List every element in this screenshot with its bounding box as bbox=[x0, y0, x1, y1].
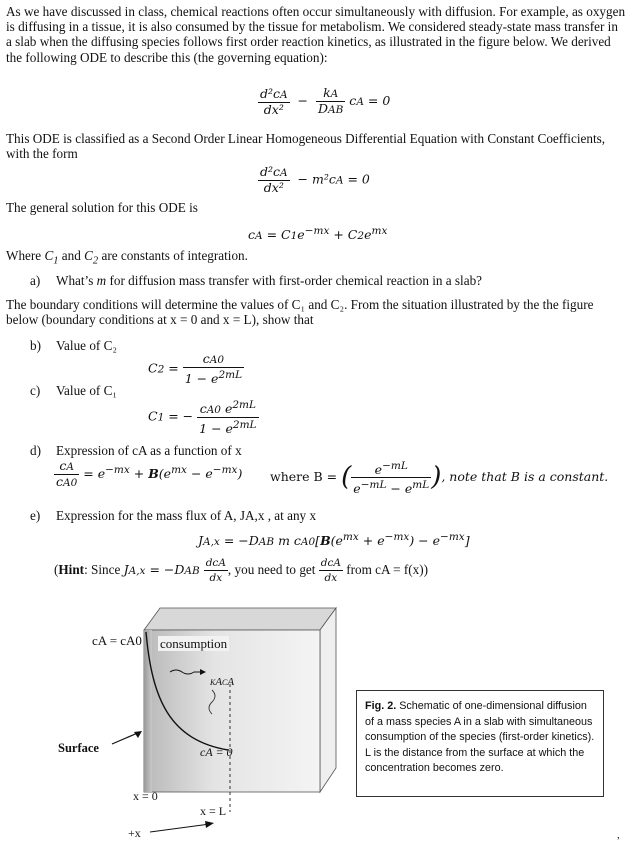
slab-front-face bbox=[144, 630, 320, 792]
slab-top-face bbox=[144, 608, 336, 630]
intro-paragraph: As we have discussed in class, chemical reactions often occur simultaneously with diffusion. For example, as oxygen is diffusing in a tissue, it is also consumed by the tissue for metabolism. We considered steady-state mass transfer in a slab when the diffusing species follows first order reaction kinetics, as illustrated in the figure below. We derived the following ODE to describe this (the governing equation): bbox=[6, 4, 626, 65]
hint-line: (Hint: Since JA,x = −DAB $\frac{\text{dcA}}{dx}$ , you need to get $\frac{\text{dcA}}{dx}$ from cA = f(x)) bbox=[54, 557, 429, 584]
ca-equals-ca0-label: cA = cA0 bbox=[92, 633, 142, 648]
x-zero-label: x = 0 bbox=[133, 789, 158, 803]
caption-title: Fig. 2. bbox=[365, 700, 397, 712]
constants-text: Where $C_1$ and $C_2$ are constants of integration. bbox=[6, 248, 248, 267]
standard-form-ode: $\frac{\text{d²cA}}{\text{dx²}}$ − m²cA = 0 bbox=[260, 164, 370, 195]
slab-figure bbox=[0, 590, 352, 843]
governing-ode: $\frac{\text{d²cA}}{\text{dx²}}$ − $\frac{kA}{\text{DAB}}$ cA = 0 bbox=[260, 85, 391, 117]
question-c: c) Value of C₁ bbox=[30, 383, 117, 398]
ca-expression: $\frac{cA}{cA0}$ = $e^{-mx} + B(e^{mx} - e^{-mx})$ bbox=[56, 458, 243, 489]
general-solution-text: The general solution for this ODE is bbox=[6, 200, 198, 215]
question-d: d) Expression of cA as a function of x bbox=[30, 443, 242, 458]
ca-zero-label: cA = 0 bbox=[200, 745, 233, 759]
question-e: e) Expression for the mass flux of A, JA,x , at any x bbox=[30, 508, 317, 523]
ode-classification: This ODE is classified as a Second Order Linear Homogeneous Differential Equation with Constant Coefficients, with the form bbox=[6, 131, 606, 162]
plus-x-label: +x bbox=[128, 826, 141, 840]
consumption-label: consumption bbox=[160, 636, 228, 651]
corner-mark: , bbox=[617, 829, 620, 841]
general-solution-eq: cA = $C1e^{-mx} + C2e^{mx}$ bbox=[248, 225, 388, 243]
slab-side-face bbox=[320, 608, 336, 792]
b-definition: where B = ( $\frac{e^{-mL}}{e^{-mL} - e^{mL}}$ ), note that B is a constant. bbox=[270, 460, 609, 497]
c2-equation: C2 = $\frac{cA0}{1 - e^{2mL}}$ bbox=[148, 351, 243, 387]
surface-label: Surface bbox=[58, 741, 99, 755]
flux-equation: JA,x = −DAB m $cA0[B(e^{mx} + e^{-mx}) - e^{-mx}]$ bbox=[198, 531, 470, 549]
x-L-label: x = L bbox=[200, 804, 227, 818]
c1-equation: C1 = − $\frac{cA0 e^{2mL}}{1 - e^{2mL}}$ bbox=[148, 399, 257, 437]
question-a: a) What’s m for diffusion mass transfer with first-order chemical reaction in a slab? bbox=[30, 273, 483, 288]
reaction-rate-label: kAcA bbox=[210, 676, 235, 688]
plus-x-arrow bbox=[150, 824, 210, 832]
boundary-conditions-text: The boundary conditions will determine the values of C₁ and C₂. From the situation illustrated by the the figure below (boundary conditions at x = 0 and x = L), show that bbox=[6, 297, 594, 328]
figure-caption bbox=[356, 690, 604, 797]
question-b: b) Value of C₂ bbox=[30, 338, 117, 353]
caption-text: Schematic of one-dimensional diffusion of a mass species A in a slab with simultaneous consumption of the species (first-order kinetics). L is the distance from the surface at which the concentration becomes zero. bbox=[365, 700, 595, 775]
